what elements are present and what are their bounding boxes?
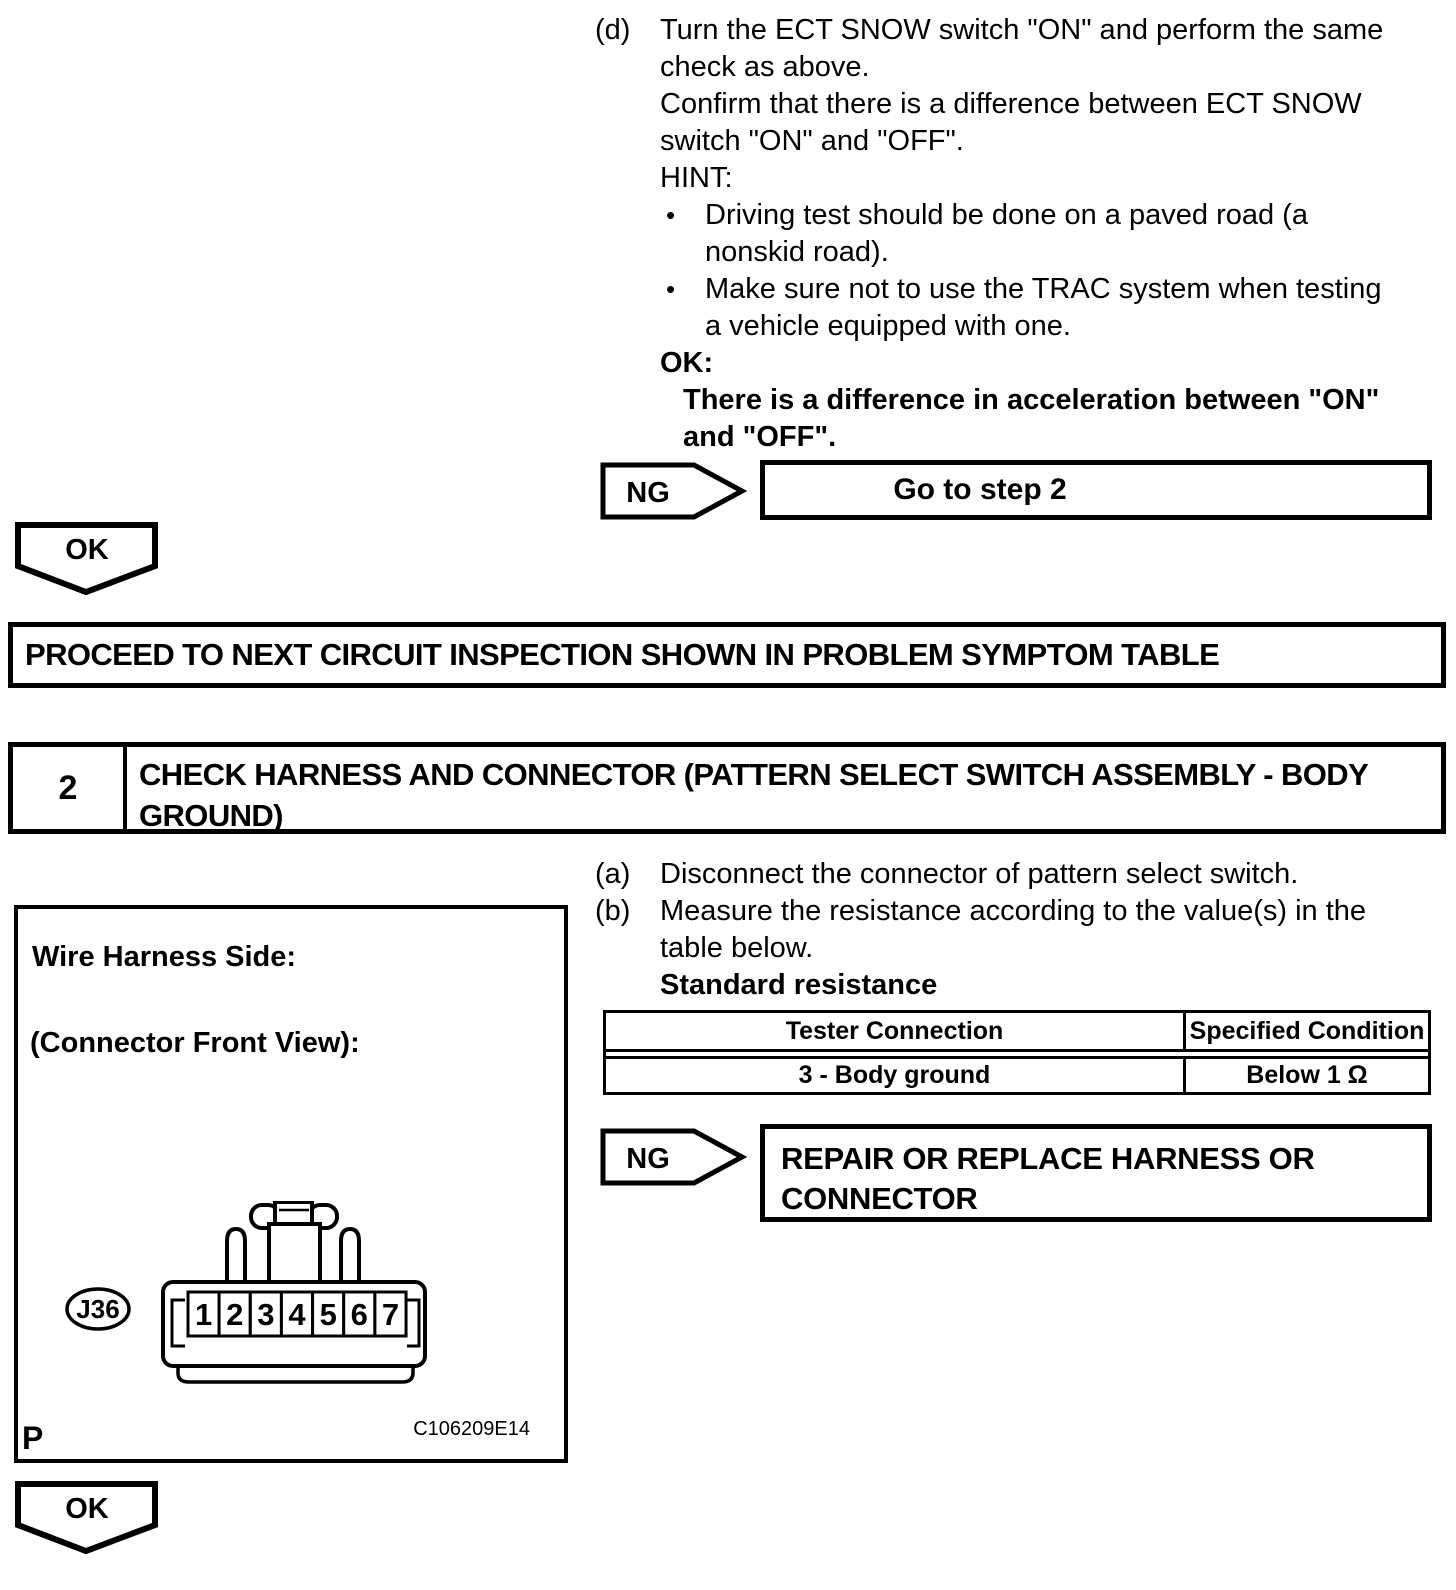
pin-number: 2 <box>226 1297 244 1332</box>
ng-action-box-1 <box>760 460 1432 520</box>
connector-pin-cells <box>188 1292 406 1336</box>
substep-d-text: Turn the ECT SNOW switch "ON" and perform the same <box>660 14 1384 46</box>
table-header-row <box>606 1013 1428 1049</box>
connector-diagram <box>28 1201 568 1396</box>
ng-label: NG <box>626 477 670 509</box>
ng-arrow-shape <box>600 1128 747 1186</box>
substep-b-text: Measure the resistance according to the value(s) in the <box>660 895 1367 927</box>
ok-arrow-2 <box>14 1480 159 1560</box>
figure-code: C106209E14 <box>413 1418 530 1440</box>
substep-d-line <box>595 12 1456 49</box>
col-header-specified-condition: Specified Condition <box>1183 1013 1428 1049</box>
substeps-ab-block <box>595 856 1456 1004</box>
ok-arrow-shape <box>14 521 159 596</box>
connector-figure-box <box>14 905 568 1463</box>
proceed-result-text: PROCEED TO NEXT CIRCUIT INSPECTION SHOWN IN PROBLEM SYMPTOM TABLE <box>25 637 1220 672</box>
step2-header <box>8 742 1446 834</box>
substep-b-cont: table below. <box>660 932 814 964</box>
step2-number: 2 <box>13 747 127 829</box>
substep-d-line: Confirm that there is a difference between ECT SNOW <box>660 88 1362 120</box>
bullet-icon: • <box>666 274 676 304</box>
substep-d-line: switch "ON" and "OFF". <box>660 125 964 157</box>
hint-bullet-2-text: Make sure not to use the TRAC system when testing <box>705 273 1382 305</box>
connector-post-left <box>227 1229 245 1282</box>
ok-label: OK <box>65 1493 109 1525</box>
substep-b-label: (b) <box>595 895 631 927</box>
hint-bullet-2 <box>595 271 1456 308</box>
hint-bullet-1-cont: nonskid road). <box>705 236 889 268</box>
substep-d-line: check as above. <box>660 51 870 83</box>
substep-a-label: (a) <box>595 858 631 890</box>
pin-number: 6 <box>350 1297 368 1332</box>
ok-criteria-text: There is a difference in acceleration between "ON" <box>683 384 1380 416</box>
substep-d-block <box>595 12 1456 456</box>
connector-id-oval <box>67 1289 129 1329</box>
ng-action-box-2 <box>760 1124 1432 1222</box>
substep-a-line <box>595 856 1456 893</box>
ok-criteria-label: OK: <box>660 347 714 379</box>
col-header-tester-connection: Tester Connection <box>785 1016 1004 1045</box>
ok-criteria-text: and "OFF". <box>683 421 837 453</box>
figure-caption-1: Wire Harness Side: <box>32 941 297 973</box>
substep-a-text: Disconnect the connector of pattern select switch. <box>660 858 1299 890</box>
pin-number: 4 <box>288 1297 306 1332</box>
step2-title: CHECK HARNESS AND CONNECTOR (PATTERN SELECT SWITCH ASSEMBLY - BODY GROUND) <box>139 757 1368 833</box>
table-header-separator <box>606 1049 1428 1059</box>
hint-bullet-2-cont: a vehicle equipped with one. <box>705 310 1071 342</box>
connector-latch <box>251 1202 337 1282</box>
proceed-result-bar <box>8 622 1446 688</box>
hint-bullet-1-text: Driving test should be done on a paved road (a <box>705 199 1308 231</box>
table-row <box>606 1059 1428 1092</box>
connector-post-right <box>341 1229 359 1282</box>
pin-number: 1 <box>194 1297 213 1332</box>
ng-action-text: REPAIR OR REPLACE HARNESS OR CONNECTOR <box>781 1141 1315 1216</box>
substep-d-label: (d) <box>595 14 631 46</box>
pin-number: 7 <box>381 1297 400 1332</box>
connector-id-label: J36 <box>76 1294 120 1324</box>
bullet-icon: • <box>666 200 676 230</box>
page-corner-marker: P <box>22 1420 44 1456</box>
hint-label: HINT: <box>660 162 733 194</box>
ok-arrow-shape <box>14 1480 159 1555</box>
substep-b-line <box>595 893 1456 930</box>
ng-arrow-1 <box>600 462 747 525</box>
hint-bullet-1 <box>595 197 1456 234</box>
pin-number: 3 <box>257 1297 275 1332</box>
ng-action-text: Go to step 2 <box>893 473 1067 506</box>
figure-caption-2: (Connector Front View): <box>30 1027 360 1059</box>
standard-resistance-label: Standard resistance <box>660 969 938 1001</box>
resistance-table <box>603 1010 1431 1095</box>
cell-specified-condition: Below 1 Ω <box>1183 1059 1428 1092</box>
ok-arrow-1 <box>14 521 159 601</box>
ok-label: OK <box>65 534 109 566</box>
ng-arrow-2 <box>600 1128 747 1191</box>
ng-label: NG <box>626 1143 670 1175</box>
ng-arrow-shape <box>600 462 747 520</box>
pin-number: 5 <box>319 1297 337 1332</box>
cell-tester-connection: 3 - Body ground <box>798 1061 991 1089</box>
